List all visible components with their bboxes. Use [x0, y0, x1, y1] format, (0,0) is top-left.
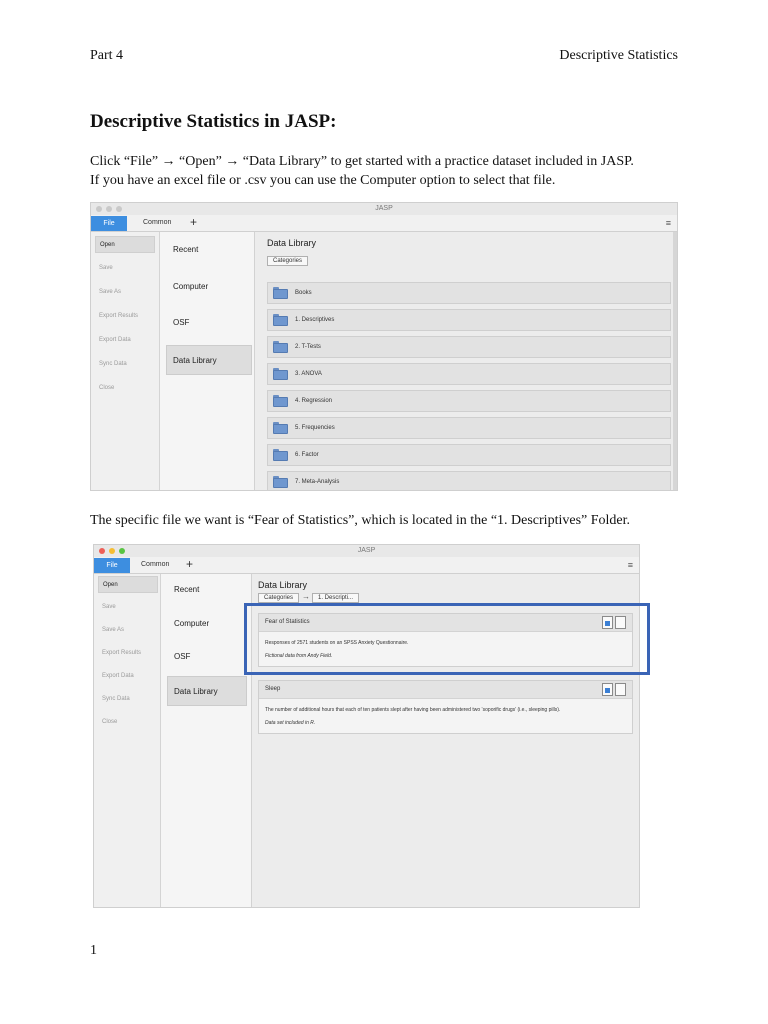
- folder-label: 6. Factor: [295, 452, 319, 458]
- folder-label: 1. Descriptives: [295, 317, 335, 323]
- menu-export-results[interactable]: Export Results: [99, 313, 139, 319]
- folder-label: 5. Frequencies: [295, 425, 335, 431]
- hamburger-menu-icon[interactable]: ≡: [627, 560, 633, 570]
- file-menu: [94, 574, 161, 907]
- folder-icon: [273, 287, 288, 299]
- folder-item[interactable]: [267, 390, 671, 412]
- tab-file[interactable]: File: [94, 558, 130, 573]
- menu-close[interactable]: Close: [99, 385, 115, 391]
- folder-item[interactable]: [267, 417, 671, 439]
- page-header-left: Part 4: [90, 48, 124, 63]
- ribbon-tabs: [91, 215, 677, 232]
- folder-item[interactable]: [267, 444, 671, 466]
- menu-sync-data[interactable]: Sync Data: [102, 696, 130, 702]
- hamburger-menu-icon[interactable]: ≡: [665, 218, 671, 228]
- window-title: JASP: [375, 205, 393, 212]
- folder-icon: [273, 368, 288, 380]
- jasp-window-2: [93, 544, 640, 908]
- window-controls[interactable]: [96, 206, 122, 212]
- folder-icon: [273, 395, 288, 407]
- second-paragraph: The specific file we want is “Fear of Statistics”, which is located in the “1. Descriptives” Folder.: [90, 513, 631, 528]
- close-window-dot[interactable]: [99, 548, 105, 554]
- file-note: Data set included in R.: [265, 720, 316, 726]
- breadcrumb-current[interactable]: 1. Descripti...: [312, 593, 359, 603]
- data-library-title: Data Library: [267, 238, 317, 248]
- menu-export-data[interactable]: Export Data: [99, 337, 131, 343]
- open-data-icon[interactable]: [615, 683, 626, 696]
- menu-save-as[interactable]: Save As: [102, 627, 125, 633]
- zoom-window-dot[interactable]: [116, 206, 122, 212]
- intro-paragraph: [90, 152, 690, 190]
- folder-icon: [273, 422, 288, 434]
- source-data-library[interactable]: Data Library: [167, 676, 247, 706]
- tab-common[interactable]: Common: [141, 561, 170, 568]
- file-description: Responses of 2571 students on an SPSS Anxiety Questionnaire.: [265, 640, 409, 646]
- categories-button[interactable]: Categories: [258, 593, 299, 603]
- menu-save[interactable]: Save: [102, 604, 116, 610]
- file-note: Fictional data from Andy Field.: [265, 653, 333, 659]
- source-recent[interactable]: Recent: [173, 245, 199, 254]
- window-controls[interactable]: [99, 548, 125, 554]
- source-computer[interactable]: Computer: [173, 282, 209, 291]
- open-analysis-icon[interactable]: [602, 683, 613, 696]
- folder-label: 3. ANOVA: [295, 371, 322, 377]
- ribbon-tabs: [94, 557, 639, 574]
- file-card-sleep[interactable]: [258, 680, 633, 734]
- file-description: The number of additional hours that each of ten patients slept after having been administered two ‘soporific drugs’ (i.e., sleeping pills).: [265, 707, 561, 713]
- folder-label: 4. Regression: [295, 398, 333, 404]
- open-sources: [161, 574, 252, 907]
- zoom-window-dot[interactable]: [119, 548, 125, 554]
- menu-save[interactable]: Save: [99, 265, 113, 271]
- categories-button[interactable]: Categories: [267, 256, 308, 266]
- source-data-library[interactable]: Data Library: [166, 345, 252, 375]
- menu-open[interactable]: Open: [95, 236, 155, 253]
- window-title: JASP: [357, 547, 376, 554]
- tab-file[interactable]: File: [91, 216, 127, 231]
- page-header-right: Descriptive Statistics: [559, 48, 678, 63]
- jasp-window-1: [90, 202, 678, 491]
- file-title: Fear of Statistics: [265, 619, 310, 625]
- scrollbar[interactable]: [673, 232, 677, 490]
- file-menu: [91, 232, 160, 490]
- file-title: Sleep: [265, 686, 281, 692]
- page-number: 1: [90, 943, 97, 958]
- section-heading: Descriptive Statistics in JASP:: [90, 111, 337, 132]
- highlight-box: [244, 603, 650, 675]
- source-osf[interactable]: OSF: [174, 652, 191, 661]
- file-card-header: [259, 681, 632, 699]
- menu-sync-data[interactable]: Sync Data: [99, 361, 127, 367]
- minimize-window-dot[interactable]: [106, 206, 112, 212]
- source-computer[interactable]: Computer: [174, 619, 210, 628]
- folder-item[interactable]: [267, 282, 671, 304]
- breadcrumb-arrow: →: [302, 592, 310, 601]
- folder-icon: [273, 341, 288, 353]
- folder-icon: [273, 449, 288, 461]
- minimize-window-dot[interactable]: [109, 548, 115, 554]
- folder-icon: [273, 476, 288, 488]
- add-module-button[interactable]: +: [190, 215, 198, 229]
- folder-label: 7. Meta-Analysis: [295, 479, 340, 485]
- folder-label: Books: [295, 290, 312, 296]
- menu-export-data[interactable]: Export Data: [102, 673, 134, 679]
- add-module-button[interactable]: +: [186, 557, 194, 571]
- file-actions: [602, 683, 626, 696]
- folder-label: 2. T-Tests: [295, 344, 321, 350]
- close-window-dot[interactable]: [96, 206, 102, 212]
- source-recent[interactable]: Recent: [174, 585, 200, 594]
- menu-save-as[interactable]: Save As: [99, 289, 122, 295]
- intro-line-2: If you have an excel file or .csv you can use the Computer option to select that file.: [90, 173, 556, 188]
- menu-export-results[interactable]: Export Results: [102, 650, 142, 656]
- menu-close[interactable]: Close: [102, 719, 118, 725]
- source-osf[interactable]: OSF: [173, 318, 190, 327]
- data-library-title: Data Library: [258, 580, 308, 590]
- folder-icon: [273, 314, 288, 326]
- intro-line-1: Click “File” → “Open” → “Data Library” to get started with a practice dataset included in JASP.: [90, 154, 634, 169]
- data-library-panel: [261, 232, 677, 490]
- tab-common[interactable]: Common: [143, 219, 172, 226]
- open-sources: [160, 232, 255, 490]
- folder-item[interactable]: [267, 471, 671, 491]
- folder-item[interactable]: [267, 336, 671, 358]
- menu-open[interactable]: Open: [98, 576, 158, 593]
- folder-item[interactable]: [267, 309, 671, 331]
- folder-item[interactable]: [267, 363, 671, 385]
